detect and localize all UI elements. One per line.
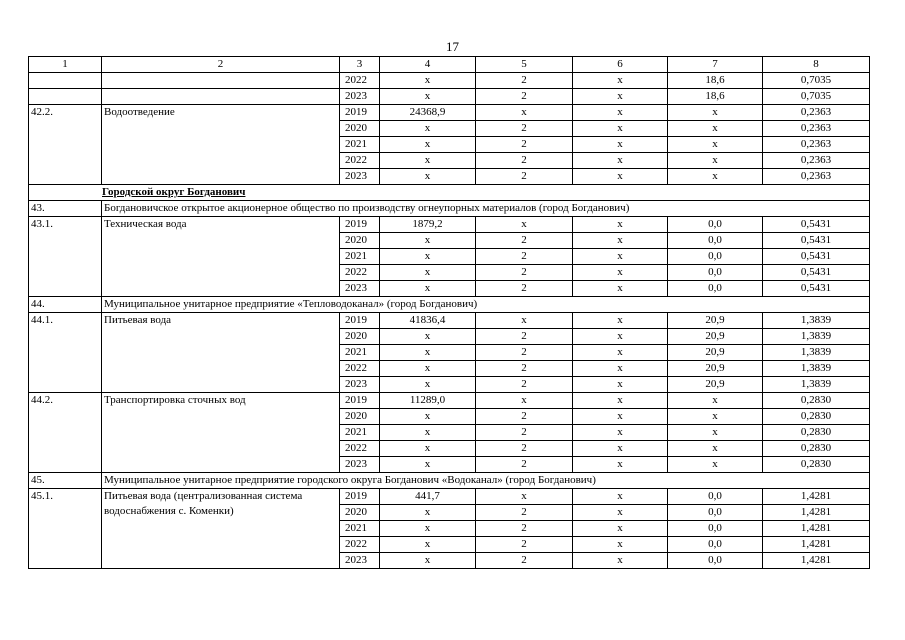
year-cell: 2021 (340, 425, 380, 441)
header-cell-4: 4 (380, 57, 476, 73)
year-cell: 2022 (340, 73, 380, 89)
organization-row (29, 473, 870, 489)
col-6-cell: х (573, 89, 668, 105)
col-7-cell: 20,9 (668, 361, 763, 377)
item-name: Водоотведение (102, 105, 340, 185)
col-5-cell: х (476, 105, 573, 121)
col-7-cell: 0,0 (668, 521, 763, 537)
col-8-cell: 0,2363 (763, 137, 870, 153)
col-8-cell: 0,7035 (763, 73, 870, 89)
col-6-cell: х (573, 537, 668, 553)
col-4-cell: х (380, 361, 476, 377)
year-cell: 2023 (340, 457, 380, 473)
col-8-cell: 1,3839 (763, 313, 870, 329)
year-cell: 2022 (340, 265, 380, 281)
col-8-cell: 1,3839 (763, 345, 870, 361)
col-8-cell: 1,4281 (763, 505, 870, 521)
col-6-cell: х (573, 505, 668, 521)
col-7-cell: х (668, 457, 763, 473)
col-4-cell: х (380, 281, 476, 297)
col-6-cell: х (573, 169, 668, 185)
header-cell-6: 6 (573, 57, 668, 73)
organization-row (29, 297, 870, 313)
col-5-cell: х (476, 217, 573, 233)
col-8-cell: 1,4281 (763, 521, 870, 537)
col-8-cell: 0,2830 (763, 425, 870, 441)
col-4-cell: х (380, 137, 476, 153)
col-7-cell: х (668, 393, 763, 409)
col-6-cell: х (573, 313, 668, 329)
col-4-cell: х (380, 505, 476, 521)
col-4-cell: 41836,4 (380, 313, 476, 329)
item-name: Транспортировка сточных вод (102, 393, 340, 473)
number-cell (29, 89, 102, 105)
col-7-cell: 0,0 (668, 217, 763, 233)
col-7-cell: 0,0 (668, 489, 763, 505)
col-5-cell: 2 (476, 457, 573, 473)
col-4-cell: х (380, 233, 476, 249)
col-6-cell: х (573, 105, 668, 121)
col-8-cell: 0,2830 (763, 393, 870, 409)
year-cell: 2020 (340, 233, 380, 249)
col-4-cell: х (380, 249, 476, 265)
col-4-cell: х (380, 329, 476, 345)
col-4-cell: х (380, 553, 476, 569)
col-6-cell: х (573, 233, 668, 249)
col-4-cell: х (380, 265, 476, 281)
col-7-cell: 18,6 (668, 89, 763, 105)
col-6-cell: х (573, 153, 668, 169)
table-row (29, 313, 870, 329)
col-6-cell: х (573, 489, 668, 505)
col-7-cell: 0,0 (668, 505, 763, 521)
section-title: Городской округ Богданович (29, 185, 870, 201)
col-5-cell: х (476, 393, 573, 409)
col-5-cell: 2 (476, 73, 573, 89)
number-cell (29, 73, 102, 89)
col-5-cell: 2 (476, 553, 573, 569)
col-7-cell: 20,9 (668, 377, 763, 393)
year-cell: 2019 (340, 393, 380, 409)
col-7-cell: 20,9 (668, 313, 763, 329)
col-6-cell: х (573, 329, 668, 345)
year-cell: 2021 (340, 521, 380, 537)
header-cell-5: 5 (476, 57, 573, 73)
year-cell: 2023 (340, 89, 380, 105)
col-5-cell: 2 (476, 505, 573, 521)
col-6-cell: х (573, 345, 668, 361)
table-body (29, 57, 870, 569)
organization-name: Муниципальное унитарное предприятие «Тепловодоканал» (город Богданович) (102, 297, 870, 313)
col-5-cell: 2 (476, 521, 573, 537)
col-8-cell: 0,2830 (763, 441, 870, 457)
organization-name: Муниципальное унитарное предприятие городского округа Богданович «Водоканал» (город Богданович) (102, 473, 870, 489)
header-cell-3: 3 (340, 57, 380, 73)
col-6-cell: х (573, 361, 668, 377)
col-4-cell: х (380, 169, 476, 185)
col-5-cell: 2 (476, 137, 573, 153)
col-5-cell: 2 (476, 249, 573, 265)
item-number: 43.1. (29, 217, 102, 297)
col-8-cell: 0,5431 (763, 217, 870, 233)
col-7-cell: 0,0 (668, 553, 763, 569)
item-number: 42.2. (29, 105, 102, 185)
col-8-cell: 1,4281 (763, 553, 870, 569)
organization-number: 43. (29, 201, 102, 217)
tariff-table (28, 56, 870, 569)
col-5-cell: 2 (476, 409, 573, 425)
year-cell: 2021 (340, 249, 380, 265)
col-5-cell: 2 (476, 345, 573, 361)
year-cell: 2023 (340, 281, 380, 297)
col-8-cell: 1,4281 (763, 489, 870, 505)
col-6-cell: х (573, 249, 668, 265)
col-8-cell: 0,5431 (763, 265, 870, 281)
col-4-cell: 441,7 (380, 489, 476, 505)
col-6-cell: х (573, 393, 668, 409)
col-6-cell: х (573, 217, 668, 233)
item-name: Техническая вода (102, 217, 340, 297)
year-cell: 2020 (340, 121, 380, 137)
col-5-cell: 2 (476, 121, 573, 137)
col-7-cell: х (668, 169, 763, 185)
header-cell-1: 1 (29, 57, 102, 73)
col-8-cell: 0,2363 (763, 169, 870, 185)
year-cell: 2019 (340, 217, 380, 233)
col-6-cell: х (573, 425, 668, 441)
table-row (29, 393, 870, 409)
col-4-cell: 1879,2 (380, 217, 476, 233)
col-6-cell: х (573, 377, 668, 393)
col-5-cell: 2 (476, 537, 573, 553)
col-4-cell: х (380, 73, 476, 89)
col-5-cell: 2 (476, 425, 573, 441)
col-6-cell: х (573, 521, 668, 537)
col-8-cell: 1,3839 (763, 377, 870, 393)
year-cell: 2022 (340, 441, 380, 457)
col-8-cell: 0,5431 (763, 233, 870, 249)
col-7-cell: х (668, 121, 763, 137)
col-8-cell: 0,7035 (763, 89, 870, 105)
col-4-cell: х (380, 409, 476, 425)
col-7-cell: 0,0 (668, 281, 763, 297)
col-4-cell: х (380, 153, 476, 169)
col-7-cell: 20,9 (668, 329, 763, 345)
col-8-cell: 0,2363 (763, 153, 870, 169)
col-8-cell: 1,3839 (763, 361, 870, 377)
col-5-cell: 2 (476, 361, 573, 377)
col-4-cell: х (380, 345, 476, 361)
col-7-cell: 0,0 (668, 265, 763, 281)
year-cell: 2021 (340, 345, 380, 361)
col-6-cell: х (573, 73, 668, 89)
col-8-cell: 0,5431 (763, 281, 870, 297)
year-cell: 2022 (340, 361, 380, 377)
item-name: Питьевая вода (централизованная система водоснабжения с. Коменки) (102, 489, 340, 569)
col-5-cell: 2 (476, 153, 573, 169)
organization-number: 45. (29, 473, 102, 489)
year-cell: 2022 (340, 537, 380, 553)
col-8-cell: 0,2363 (763, 121, 870, 137)
item-number: 44.1. (29, 313, 102, 393)
item-number: 45.1. (29, 489, 102, 569)
col-7-cell: 0,0 (668, 233, 763, 249)
col-5-cell: 2 (476, 169, 573, 185)
col-4-cell: х (380, 457, 476, 473)
year-cell: 2019 (340, 105, 380, 121)
col-5-cell: 2 (476, 329, 573, 345)
col-5-cell: 2 (476, 265, 573, 281)
col-8-cell: 0,2830 (763, 457, 870, 473)
col-4-cell: 24368,9 (380, 105, 476, 121)
col-4-cell: х (380, 441, 476, 457)
col-4-cell: х (380, 521, 476, 537)
col-7-cell: х (668, 137, 763, 153)
col-4-cell: х (380, 121, 476, 137)
table-row (29, 73, 870, 89)
col-8-cell: 0,5431 (763, 249, 870, 265)
col-7-cell: х (668, 153, 763, 169)
col-5-cell: 2 (476, 377, 573, 393)
col-6-cell: х (573, 121, 668, 137)
col-4-cell: х (380, 89, 476, 105)
header-row (29, 57, 870, 73)
table-row (29, 105, 870, 121)
organization-number: 44. (29, 297, 102, 313)
col-7-cell: х (668, 105, 763, 121)
col-4-cell: 11289,0 (380, 393, 476, 409)
organization-row (29, 201, 870, 217)
item-number: 44.2. (29, 393, 102, 473)
col-6-cell: х (573, 281, 668, 297)
col-6-cell: х (573, 137, 668, 153)
year-cell: 2022 (340, 153, 380, 169)
col-7-cell: х (668, 409, 763, 425)
year-cell: 2020 (340, 329, 380, 345)
col-8-cell: 1,3839 (763, 329, 870, 345)
year-cell: 2019 (340, 489, 380, 505)
col-5-cell: 2 (476, 281, 573, 297)
col-4-cell: х (380, 377, 476, 393)
col-8-cell: 0,2830 (763, 409, 870, 425)
col-7-cell: 0,0 (668, 249, 763, 265)
col-7-cell: 18,6 (668, 73, 763, 89)
year-cell: 2023 (340, 169, 380, 185)
col-6-cell: х (573, 457, 668, 473)
col-6-cell: х (573, 265, 668, 281)
year-cell: 2020 (340, 409, 380, 425)
name-cell (102, 73, 340, 89)
col-7-cell: х (668, 441, 763, 457)
col-5-cell: х (476, 489, 573, 505)
col-5-cell: х (476, 313, 573, 329)
item-name: Питьевая вода (102, 313, 340, 393)
col-6-cell: х (573, 409, 668, 425)
year-cell: 2023 (340, 553, 380, 569)
col-8-cell: 1,4281 (763, 537, 870, 553)
header-cell-7: 7 (668, 57, 763, 73)
col-4-cell: х (380, 425, 476, 441)
year-cell: 2019 (340, 313, 380, 329)
header-cell-2: 2 (102, 57, 340, 73)
organization-name: Богдановичское открытое акционерное общество по производству огнеупорных материалов (город Богданович) (102, 201, 870, 217)
col-7-cell: 0,0 (668, 537, 763, 553)
col-7-cell: х (668, 425, 763, 441)
table-row (29, 489, 870, 505)
table-row (29, 217, 870, 233)
col-8-cell: 0,2363 (763, 105, 870, 121)
year-cell: 2021 (340, 137, 380, 153)
col-6-cell: х (573, 441, 668, 457)
header-cell-8: 8 (763, 57, 870, 73)
col-4-cell: х (380, 537, 476, 553)
col-5-cell: 2 (476, 441, 573, 457)
col-5-cell: 2 (476, 89, 573, 105)
year-cell: 2020 (340, 505, 380, 521)
col-7-cell: 20,9 (668, 345, 763, 361)
year-cell: 2023 (340, 377, 380, 393)
col-6-cell: х (573, 553, 668, 569)
name-cell (102, 89, 340, 105)
col-5-cell: 2 (476, 233, 573, 249)
table-row (29, 89, 870, 105)
section-row (29, 185, 870, 201)
page-number: 17 (446, 39, 459, 54)
